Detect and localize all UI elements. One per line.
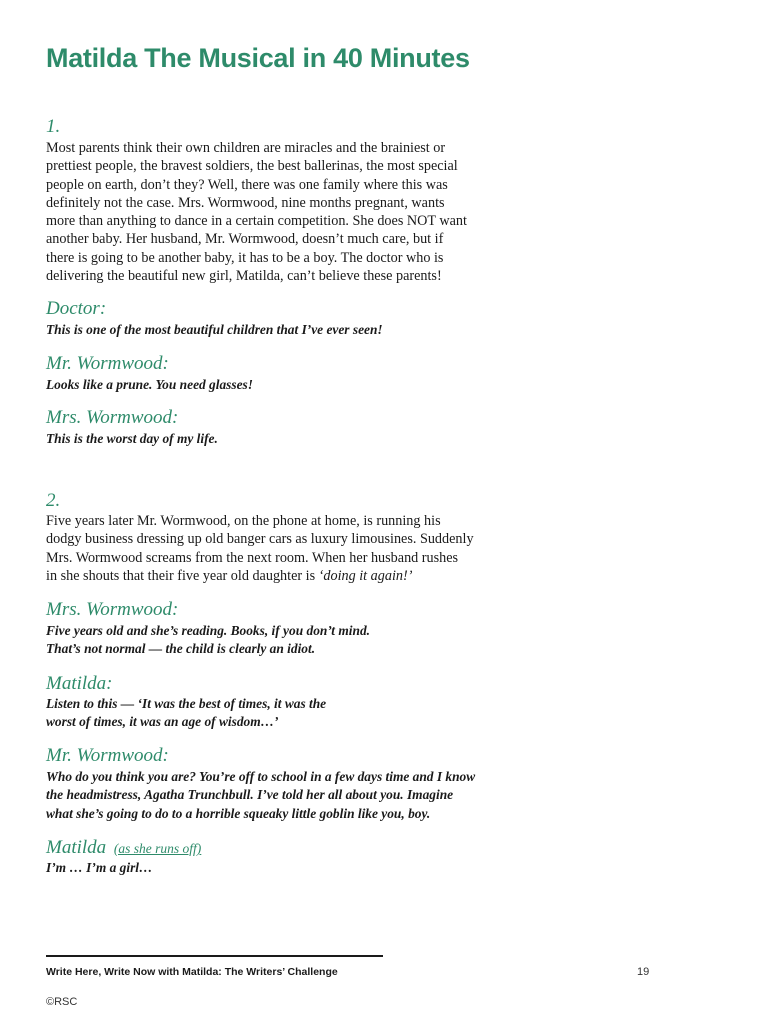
stage-direction: (as she runs off) [113, 841, 202, 856]
page-number: 19 [637, 966, 650, 978]
dialogue-line: worst of times, it was an age of wisdom…’ [46, 714, 279, 730]
intro-line: Five years later Mr. Wormwood, on the phone at home, is running his [46, 513, 441, 529]
intro-line: delivering the beautiful new girl, Matilda, can’t believe these parents! [46, 268, 442, 285]
dialogue-text [46, 376, 253, 394]
section-number-2: 2. [46, 490, 61, 511]
dialogue-line: Looks like a prune. You need glasses! [46, 377, 253, 392]
dialogue-line: This is one of the most beautiful children that I’ve ever seen! [46, 322, 383, 337]
copyright-notice: ©RSC [46, 996, 78, 1008]
intro-line [46, 567, 474, 585]
speaker-with-direction [46, 837, 201, 859]
intro-line-text: in she shouts that their five year old daughter is [46, 567, 319, 584]
speaker-name: Mrs. Wormwood: [46, 599, 179, 620]
dialogue-text [46, 859, 152, 877]
intro-line: definitely not the case. Mrs. Wormwood, nine months pregnant, wants [46, 194, 445, 211]
page-title: Matilda The Musical in 40 Minutes [46, 43, 470, 73]
dialogue-line: I’m … I’m a girl… [46, 860, 153, 875]
dialogue-line: That’s not normal — the child is clearly an idiot. [46, 641, 316, 657]
dialogue-text [46, 768, 475, 823]
intro-line: dodgy business dressing up old banger cars as luxury limousines. Suddenly [46, 531, 474, 548]
intro-line: Most parents think their own children are miracles and the brainiest or [46, 140, 446, 156]
speaker-name: Matilda: [46, 673, 113, 694]
section-2-intro [46, 512, 474, 585]
intro-line: people on earth, don’t they? Well, there was one family where this was [46, 176, 448, 193]
dialogue-line: what she’s going to do to a horrible squeaky little goblin like you, boy. [46, 805, 431, 821]
speaker-name: Mrs. Wormwood: [46, 407, 179, 428]
dialogue-text [46, 622, 370, 659]
intro-line: Mrs. Wormwood screams from the next room. When her husband rushes [46, 549, 459, 566]
dialogue-line: Listen to this — ‘It was the best of times, it was the [46, 696, 327, 711]
intro-quote: ‘doing it again!’ [318, 567, 413, 584]
footer-divider [46, 955, 383, 957]
section-number-1: 1. [46, 116, 61, 137]
intro-line: more than anything to dance in a certain competition. She does NOT want [46, 213, 467, 230]
footer-title: Write Here, Write Now with Matilda: The Writers’ Challenge [46, 966, 338, 978]
speaker-name: Mr. Wormwood: [46, 745, 169, 766]
dialogue-text [46, 321, 383, 339]
dialogue-line: This is the worst day of my life. [46, 431, 218, 446]
speaker-name: Mr. Wormwood: [46, 353, 169, 374]
dialogue-line: the headmistress, Agatha Trunchbull. I’ve told her all about you. Imagine [46, 787, 454, 803]
section-1-intro [46, 139, 467, 285]
dialogue-text [46, 695, 326, 732]
intro-line: prettiest people, the bravest soldiers, the best ballerinas, the most special [46, 158, 458, 175]
intro-line: another baby. Her husband, Mr. Wormwood, doesn’t much care, but if [46, 231, 444, 248]
intro-line: there is going to be another baby, it has to be a boy. The doctor who is [46, 249, 444, 266]
speaker-name: Doctor: [46, 298, 107, 319]
speaker-name: Matilda [46, 837, 107, 858]
dialogue-line: Five years old and she’s reading. Books, if you don’t mind. [46, 623, 370, 638]
dialogue-line: Who do you think you are? You’re off to school in a few days time and I know [46, 769, 476, 784]
dialogue-text [46, 430, 218, 448]
